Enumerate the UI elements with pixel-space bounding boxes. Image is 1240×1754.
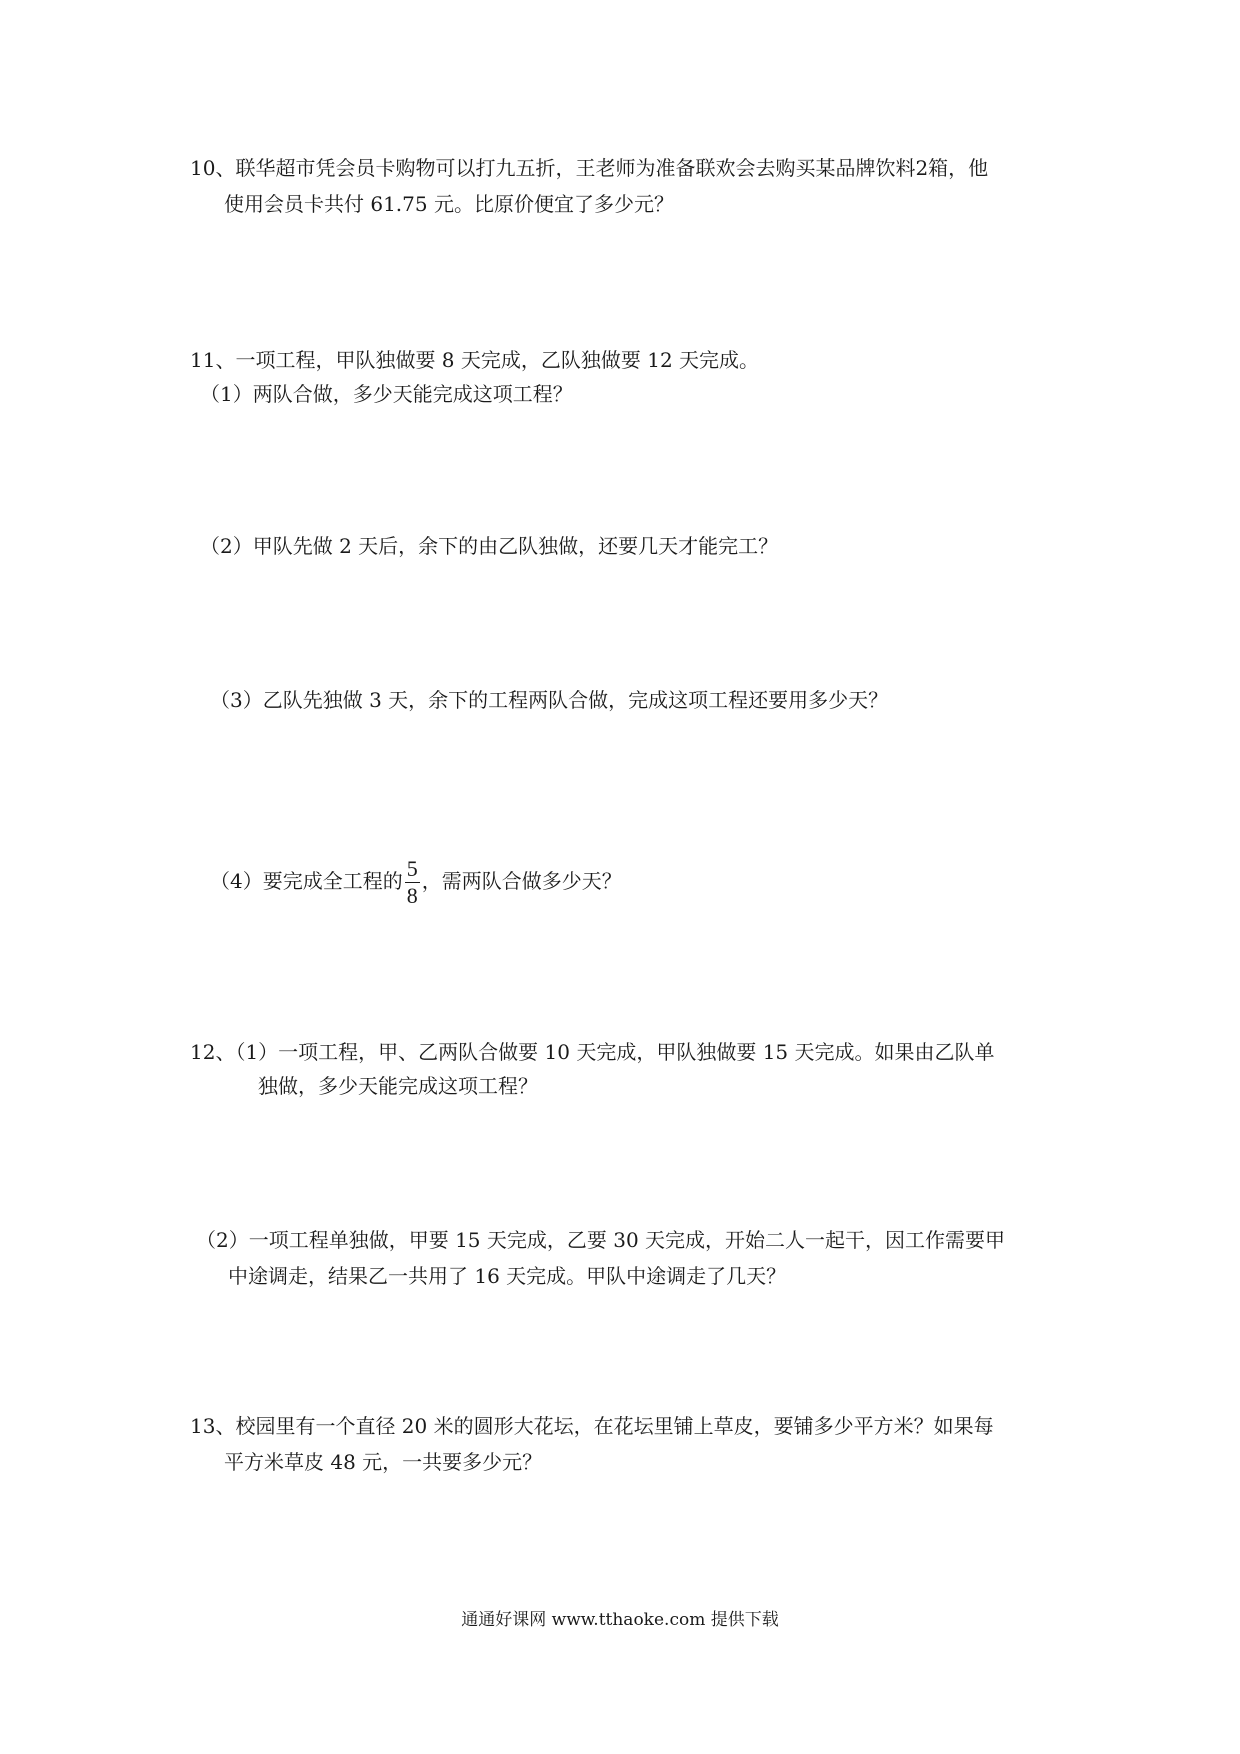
question-11-part-4 [210, 856, 622, 909]
question-12-part-1-line-2: 独做，多少天能完成这项工程？ [258, 1074, 538, 1098]
question-12-part-1-line-1: 12、（1）一项工程，甲、乙两队合做要 10 天完成，甲队独做要 15 天完成。如果由乙队单 [190, 1040, 995, 1064]
question-13-line-2: 平方米草皮 48 元，一共要多少元？ [224, 1450, 543, 1474]
question-13-line-1: 13、校园里有一个直径 20 米的圆形大花坛，在花坛里铺上草皮，要铺多少平方米？如果每 [190, 1414, 994, 1438]
question-11-part-2: （2）甲队先做 2 天后，余下的由乙队独做，还要几天才能完工？ [200, 534, 779, 558]
fraction-five-eighths [405, 856, 420, 909]
fraction-numerator: 5 [406, 856, 418, 881]
question-11-stem: 11、一项工程，甲队独做要 8 天完成，乙队独做要 12 天完成。 [190, 348, 760, 372]
question-10-line-1: 10、联华超市凭会员卡购物可以打九五折，王老师为准备联欢会去购买某品牌饮料2箱，他 [190, 156, 989, 180]
question-11-part-1: （1）两队合做，多少天能完成这项工程？ [200, 382, 573, 406]
question-11-part-3: （3）乙队先独做 3 天，余下的工程两队合做，完成这项工程还要用多少天？ [210, 688, 889, 712]
question-10-line-2: 使用会员卡共付 61.75 元。比原价便宜了多少元？ [224, 192, 674, 216]
question-12-part-2-line-2: 中途调走，结果乙一共用了 16 天完成。甲队中途调走了几天？ [228, 1264, 787, 1288]
question-11-part-4-before: （4）要完成全工程的 [210, 869, 403, 893]
footer-download-note: 通通好课网 www.tthaoke.com 提供下载 [461, 1610, 779, 1630]
question-12-part-2-line-1: （2）一项工程单独做，甲要 15 天完成，乙要 30 天完成，开始二人一起干，因工作需要甲 [196, 1228, 1006, 1252]
question-11-part-4-after: ，需两队合做多少天？ [421, 869, 622, 893]
fraction-denominator: 8 [406, 883, 418, 908]
